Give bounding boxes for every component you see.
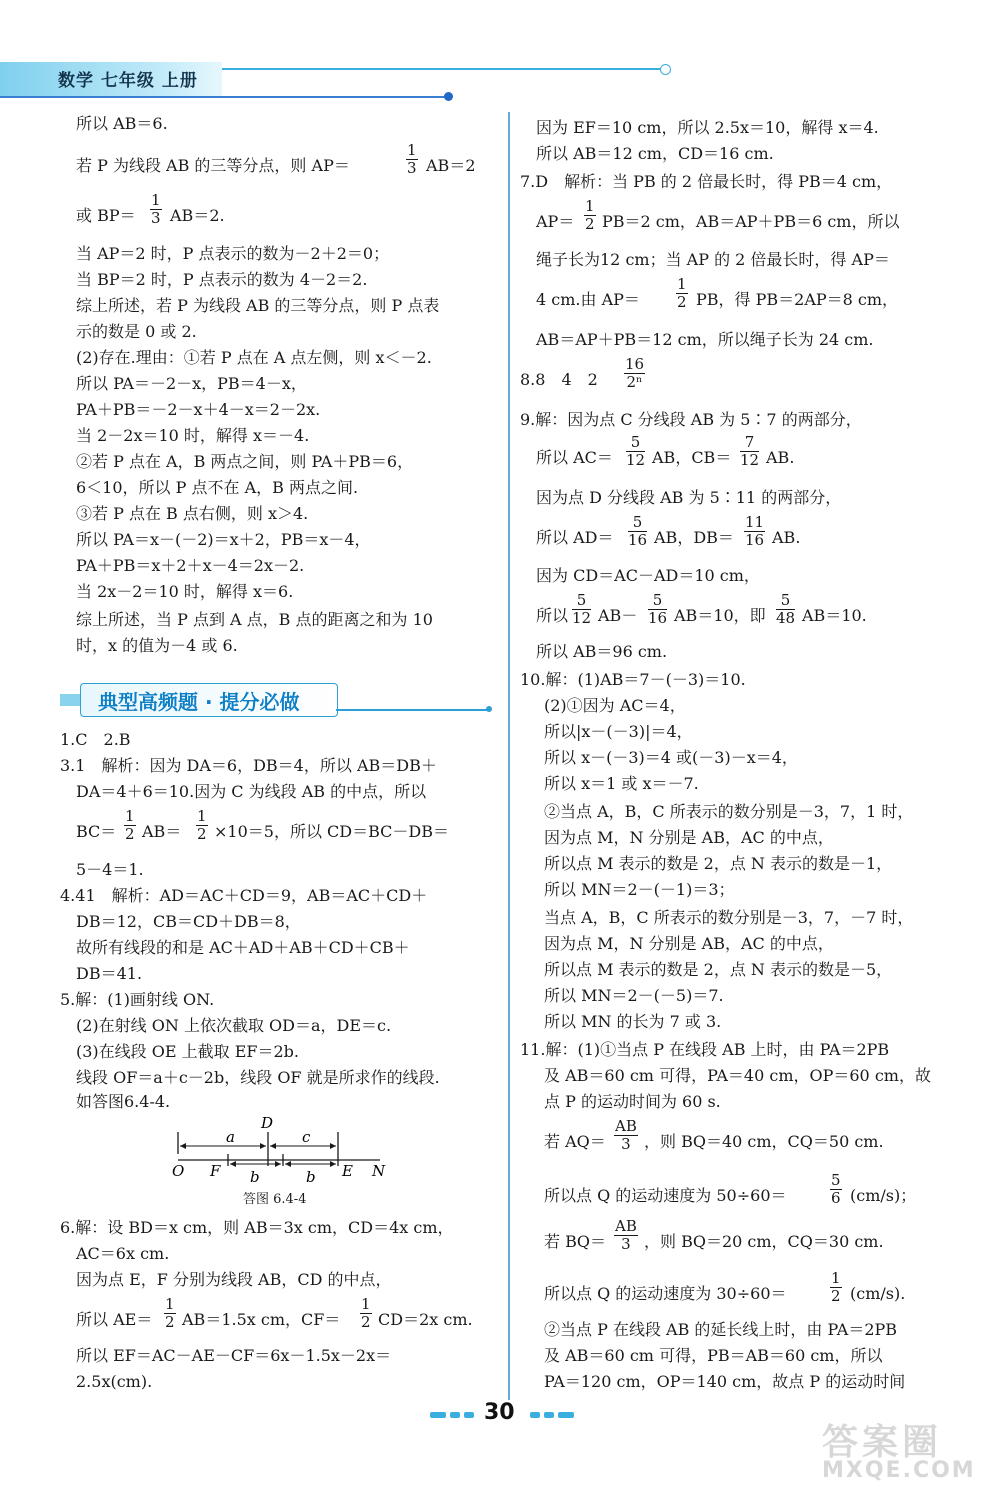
page-deco-right — [544, 1412, 554, 1418]
text-line: 所以 x＝1 或 x＝－7. — [544, 774, 699, 793]
text-line: 4.41 解析：AD＝AC＋CD＝9，AB＝AC＋CD＋ — [60, 886, 428, 905]
fraction: $\frac{5}{16}$ — [648, 591, 668, 627]
text-line: 综上所述，若 P 为线段 AB 的三等分点，则 P 点表 — [76, 296, 440, 315]
text-line: ，则 BQ＝20 cm，CQ＝30 cm. — [644, 1232, 884, 1251]
text-line: AB＝10. — [802, 606, 867, 625]
fraction: $\frac{1}{3}$ — [151, 191, 161, 227]
text-line: 6＜10，所以 P 点不在 A，B 两点之间. — [76, 478, 359, 497]
text-line: 1.C 2.B — [60, 730, 131, 749]
text-line: 因为点 E，F 分别为线段 AB，CD 的中点， — [76, 1270, 392, 1289]
text-line: (2)①因为 AC＝4， — [544, 696, 686, 715]
label-d: D — [261, 1114, 274, 1132]
text-line: (2)存在.理由：①若 P 点在 A 点左侧，则 x＜－2. — [76, 348, 432, 367]
fraction: $\frac{AB}{3}$ — [615, 1217, 637, 1253]
text-line: 所以 AD＝ — [536, 528, 614, 547]
column-divider — [508, 112, 510, 1400]
text-line: 5－4＝1. — [76, 860, 144, 879]
text-line: BC＝ — [76, 822, 117, 841]
text-line: 所以 AB＝6. — [76, 114, 168, 133]
text-line: ②当点 A，B，C 所表示的数分别是－3，7，1 时， — [544, 802, 914, 821]
text-line: (cm/s)； — [850, 1186, 917, 1205]
text-line: PB＝2 cm，AB＝AP＋PB＝6 cm，所以 — [602, 212, 900, 231]
text-line: AB. — [772, 528, 801, 547]
text-line: 故所有线段的和是 AC＋AD＋AB＋CD＋CB＋ — [76, 938, 410, 957]
text-line: AC＝6x cm. — [76, 1244, 170, 1263]
text-line: 若 AQ＝ — [544, 1132, 606, 1151]
text-line: 3.1 解析：因为 DA＝6，DB＝4，所以 AB＝DB＋ — [60, 756, 437, 775]
text-line: 线段 OF＝a＋c－2b，线段 OF 就是所求作的线段. — [76, 1068, 440, 1087]
header-dot-top — [660, 64, 671, 75]
text-line: 当 AP＝2 时，P 点表示的数为－2＋2＝0； — [76, 244, 390, 263]
text-line: (cm/s). — [850, 1284, 906, 1303]
text-line: AB＝ — [142, 822, 182, 841]
text-line: 点 P 的运动时间为 60 s. — [544, 1092, 721, 1111]
text-line: AB＝1.5x cm，CF＝ — [182, 1310, 341, 1329]
text-line: 所以点 M 表示的数是 2，点 N 表示的数是－1， — [544, 854, 893, 873]
text-line: 若 P 为线段 AB 的三等分点，则 AP＝ — [76, 156, 350, 175]
section-dot — [486, 706, 492, 712]
text-line: 2.5x(cm). — [76, 1372, 153, 1391]
page-deco-left — [430, 1412, 446, 1418]
text-line: PA＋PB＝x＋2＋x－4＝2x－2. — [76, 556, 305, 575]
fraction: $\frac{7}{12}$ — [740, 433, 760, 469]
text-line: 因为点 D 分线段 AB 为 5∶11 的两部分， — [536, 488, 842, 507]
text-line: DB＝41. — [76, 964, 143, 983]
text-line: 所以 AB＝12 cm，CD＝16 cm. — [536, 144, 774, 163]
fraction: $\frac{1}{2}$ — [831, 1269, 841, 1305]
text-line: (2)在射线 ON 上依次截取 OD＝a，DE＝c. — [76, 1016, 392, 1035]
text-line: 当 2x－2＝10 时，解得 x＝6. — [76, 582, 294, 601]
fraction: $\frac{1}{2}$ — [125, 807, 135, 843]
text-line: 及 AB＝60 cm 可得，PA＝40 cm，OP＝60 cm，故 — [544, 1066, 931, 1085]
text-line: 因为点 M，N 分别是 AB，AC 的中点， — [544, 934, 834, 953]
text-line: 所以 AC＝ — [536, 448, 613, 467]
section-lead-bar — [60, 694, 80, 706]
text-line: DA＝4＋6＝10.因为 C 为线段 AB 的中点，所以 — [76, 782, 427, 801]
label-b1: b — [250, 1168, 260, 1186]
header-dot-bottom — [444, 92, 453, 101]
fraction: $\frac{AB}{3}$ — [615, 1117, 637, 1153]
fraction: $\frac{1}{2}$ — [677, 275, 687, 311]
text-line: DB＝12，CB＝CD＋DB＝8， — [76, 912, 301, 931]
page-deco-left — [450, 1412, 460, 1418]
text-line: 若 BQ＝ — [544, 1232, 606, 1251]
text-line: ②若 P 点在 A，B 两点之间，则 PA＋PB＝6， — [76, 452, 414, 471]
text-line: ②当点 P 在线段 AB 的延长线上时，由 PA＝2PB — [544, 1320, 898, 1339]
watermark-url: MXQE.COM — [822, 1458, 976, 1483]
text-line: (3)在线段 OE 上截取 EF＝2b. — [76, 1042, 300, 1061]
fraction: $\frac{5}{6}$ — [831, 1171, 841, 1207]
text-line: AB＝2 — [426, 156, 476, 175]
fraction: $\frac{16}{\text{2ⁿ}}$ — [625, 355, 645, 391]
text-line: ×10＝5，所以 CD＝BC－DB＝ — [214, 822, 449, 841]
fraction: $\frac{5}{48}$ — [776, 591, 796, 627]
text-line: 所以 PA＝x－(－2)＝x＋2，PB＝x－4， — [76, 530, 371, 549]
text-line: 所以点 Q 的运动速度为 30÷60＝ — [544, 1284, 787, 1303]
text-line: AB，DB＝ — [654, 528, 734, 547]
text-line: 及 AB＝60 cm 可得，PB＝AB＝60 cm，所以 — [544, 1346, 883, 1365]
text-line: ，则 BQ＝40 cm，CQ＝50 cm. — [644, 1132, 884, 1151]
text-line: 所以 EF＝AC－AE－CF＝6x－1.5x－2x＝ — [76, 1346, 392, 1365]
text-line: 所以 x－(－3)＝4 或(－3)－x＝4， — [544, 748, 798, 767]
text-line: 示的数是 0 或 2. — [76, 322, 197, 341]
text-line: 所以 AB＝96 cm. — [536, 642, 668, 661]
text-line: AB＝AP＋PB＝12 cm，所以绳子长为 24 cm. — [536, 330, 874, 349]
page-deco-right — [558, 1412, 574, 1418]
page-deco-left — [464, 1412, 474, 1418]
text-line: 时，x 的值为－4 或 6. — [76, 636, 238, 655]
figure-caption: 答图 6.4-4 — [243, 1192, 307, 1207]
text-line: 因为点 M，N 分别是 AB，AC 的中点， — [544, 828, 834, 847]
text-line: 当 BP＝2 时，P 点表示的数为 4－2＝2. — [76, 270, 368, 289]
fraction: $\frac{1}{2}$ — [361, 1295, 371, 1331]
text-line: PB，得 PB＝2AP＝8 cm， — [696, 290, 899, 309]
label-e: E — [342, 1162, 353, 1180]
text-line: 所以 MN 的长为 7 或 3. — [544, 1012, 722, 1031]
page-header-title: 数学 七年级 上册 — [58, 71, 198, 91]
text-line: AB，CB＝ — [652, 448, 732, 467]
section-title: 典型高频题 · 提分必做 — [98, 690, 300, 714]
page-deco-right — [530, 1412, 540, 1418]
label-c: c — [302, 1128, 311, 1146]
section-rule — [336, 709, 489, 711]
header-rule-bottom — [0, 96, 448, 98]
text-line: AB＝10，即 — [674, 606, 766, 625]
fraction: $\frac{5}{16}$ — [628, 513, 648, 549]
text-line: 或 BP＝ — [76, 206, 136, 225]
fraction: $\frac{11}{16}$ — [745, 513, 765, 549]
fraction: $\frac{5}{12}$ — [572, 591, 592, 627]
text-line: 因为 EF＝10 cm，所以 2.5x＝10，解得 x＝4. — [536, 118, 879, 137]
text-line: 10.解：(1)AB＝7－(－3)＝10. — [520, 670, 746, 689]
text-line: PA＋PB＝－2－x＋4－x＝2－2x. — [76, 400, 321, 419]
text-line: 因为 CD＝AC－AD＝10 cm， — [536, 566, 760, 585]
fraction: $\frac{1}{2}$ — [585, 197, 595, 233]
text-line: 如答图6.4-4. — [76, 1092, 171, 1111]
label-o: O — [172, 1162, 185, 1180]
text-line: 所以 MN＝2－(－1)＝3； — [544, 880, 735, 899]
text-line: 11.解：(1)①当点 P 在线段 AB 上时，由 PA＝2PB — [520, 1040, 890, 1059]
fraction: $\frac{1}{3}$ — [407, 141, 417, 177]
text-line: AB－ — [598, 606, 638, 625]
text-line: 所以 MN＝2－(－5)＝7. — [544, 986, 724, 1005]
fraction: $\frac{1}{2}$ — [197, 807, 207, 843]
header-rule-top — [222, 68, 662, 70]
text-line: 4 cm.由 AP＝ — [536, 290, 640, 309]
fraction: $\frac{5}{12}$ — [626, 433, 646, 469]
text-line: AB＝2. — [170, 206, 225, 225]
segment-diagram — [168, 1114, 398, 1188]
text-line: 所以 AE＝ — [76, 1310, 153, 1329]
text-line: AP＝ — [536, 212, 575, 231]
text-line: 所以点 M 表示的数是 2，点 N 表示的数是－5， — [544, 960, 893, 979]
label-f: F — [210, 1162, 221, 1180]
page-number: 30 — [484, 1400, 515, 1425]
text-line: 综上所述，当 P 点到 A 点，B 点的距离之和为 10 — [76, 610, 433, 629]
watermark — [812, 1414, 997, 1486]
label-b2: b — [306, 1168, 316, 1186]
label-a: a — [226, 1128, 235, 1146]
text-line: 当点 A，B，C 所表示的数分别是－3，7，－7 时， — [544, 908, 914, 927]
text-line: PA＝120 cm，OP＝140 cm，故点 P 的运动时间 — [544, 1372, 906, 1391]
text-line: 所以 PA＝－2－x，PB＝4－x， — [76, 374, 307, 393]
text-line: 所以 — [536, 606, 569, 625]
text-line: 所以|x－(－3)|＝4， — [544, 722, 693, 741]
label-n: N — [372, 1162, 386, 1180]
text-line: AB. — [766, 448, 795, 467]
fraction: $\frac{1}{2}$ — [165, 1295, 175, 1331]
text-line: 绳子长为12 cm；当 AP 的 2 倍最长时，得 AP＝ — [536, 250, 890, 269]
text-line: CD＝2x cm. — [378, 1310, 473, 1329]
text-line: 当 2－2x＝10 时，解得 x＝－4. — [76, 426, 310, 445]
text-line: 9.解：因为点 C 分线段 AB 为 5∶7 的两部分， — [520, 410, 862, 429]
text-line: 5.解：(1)画射线 ON. — [60, 990, 215, 1009]
text-line: 6.解：设 BD＝x cm，则 AB＝3x cm，CD＝4x cm， — [60, 1218, 454, 1237]
text-line: ③若 P 点在 B 点右侧，则 x＞4. — [76, 504, 309, 523]
text-line: 8.8 4 2 — [520, 370, 598, 389]
text-line: 7.D 解析：当 PB 的 2 倍最长时，得 PB＝4 cm， — [520, 172, 893, 191]
watermark-text: 答案圈 — [822, 1422, 943, 1463]
text-line: 所以点 Q 的运动速度为 50÷60＝ — [544, 1186, 787, 1205]
